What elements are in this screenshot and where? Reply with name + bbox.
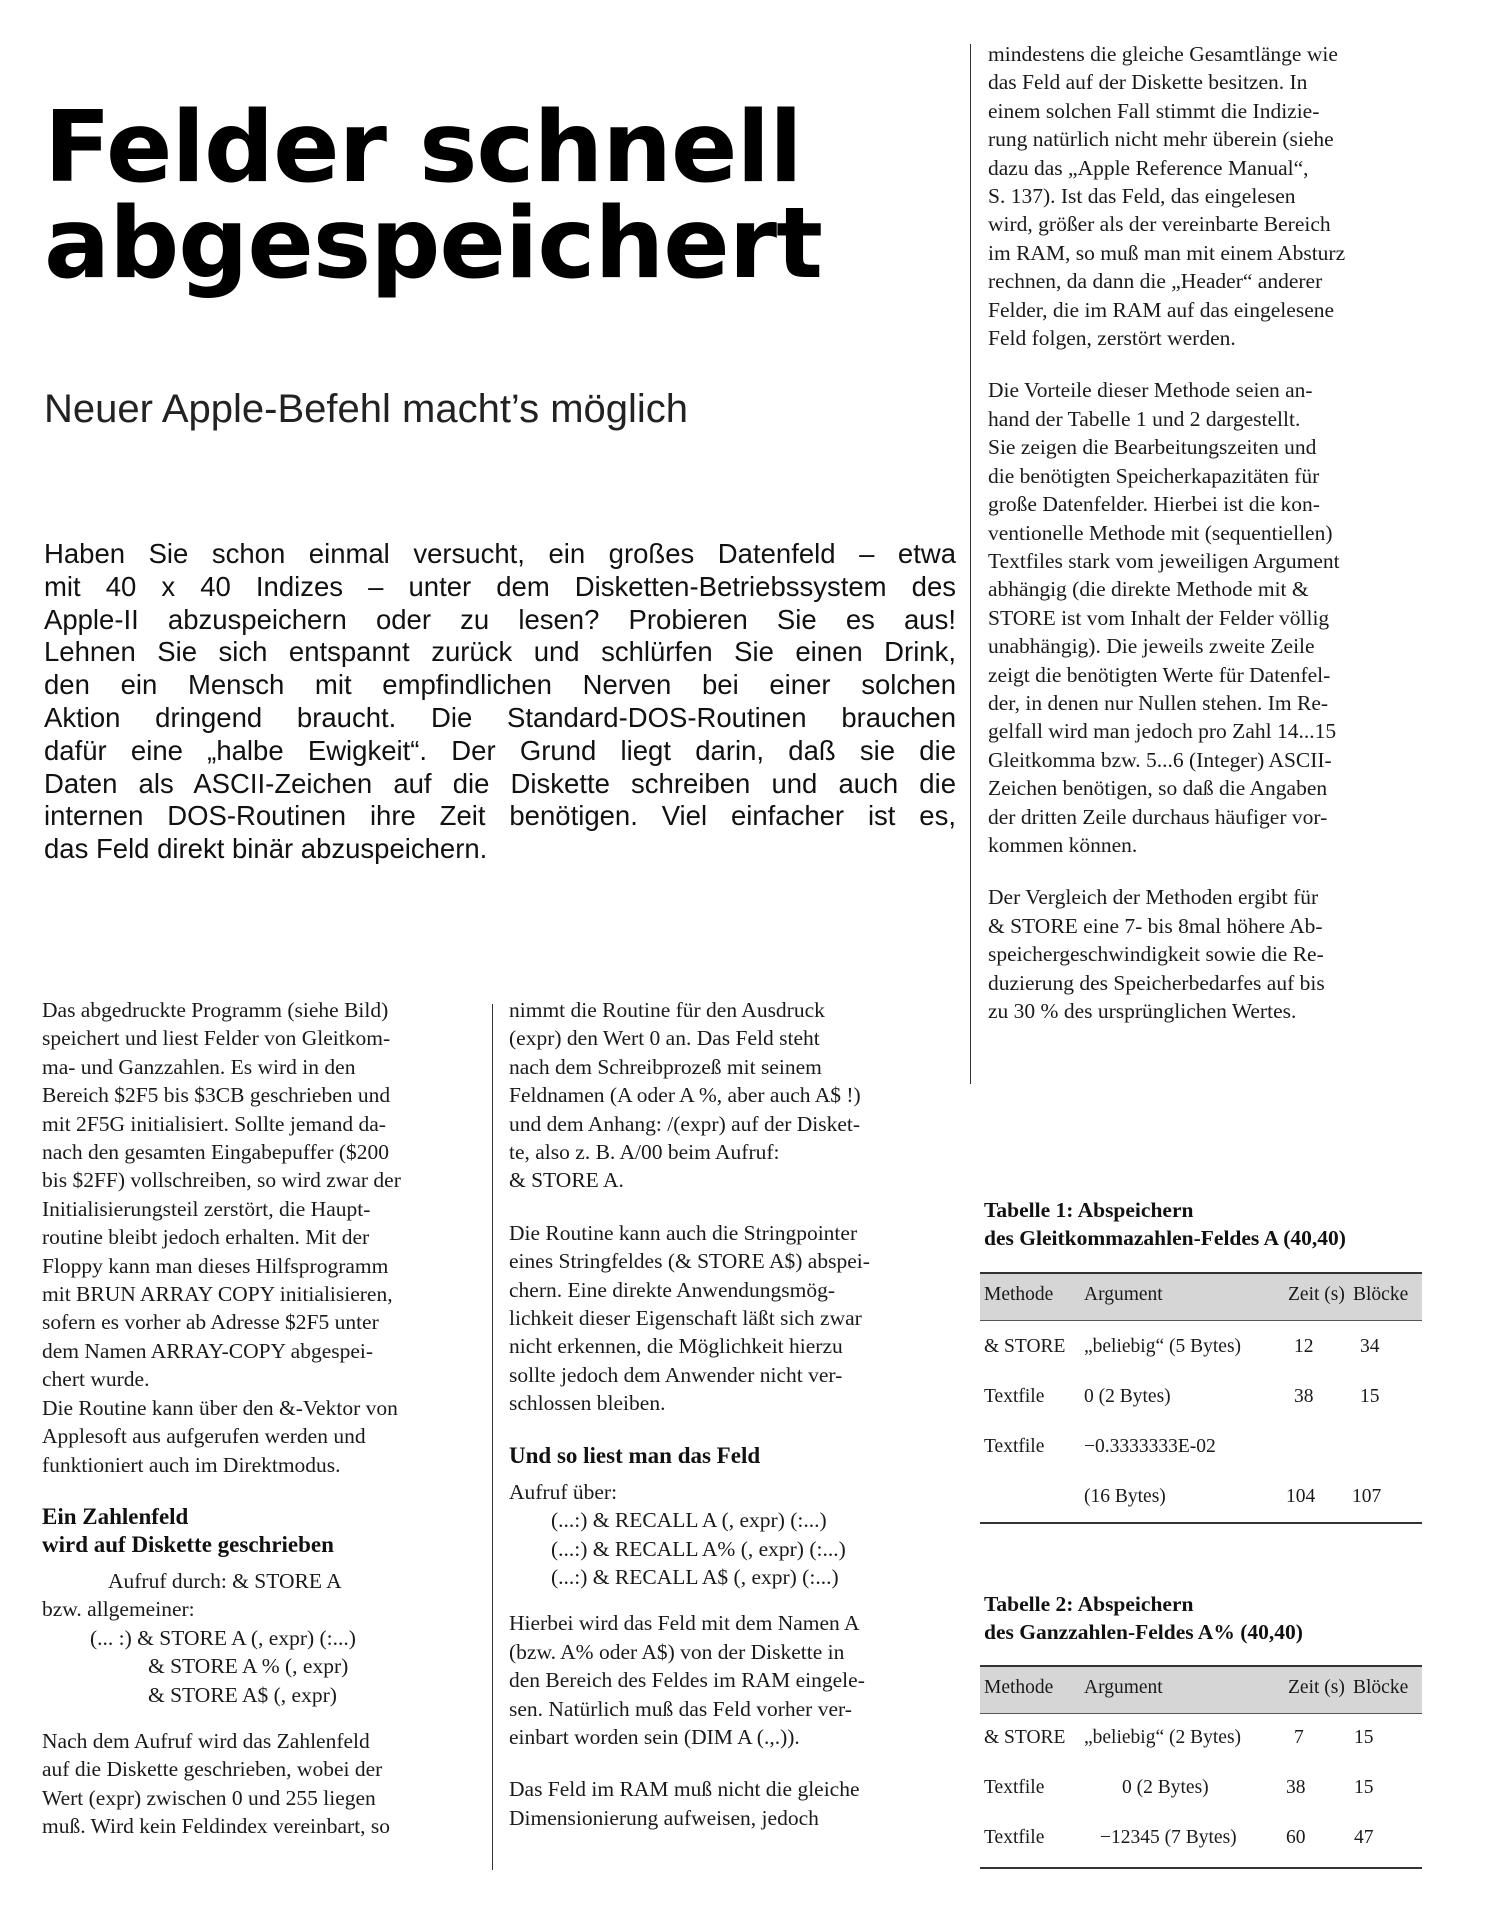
col-header-method: Methode: [984, 1677, 1054, 1698]
text-line: chern. Eine direkte Anwendungsmög-: [509, 1277, 835, 1302]
table-cell: 60: [1286, 1827, 1306, 1848]
table-cell: 38: [1286, 1777, 1306, 1798]
text-line: STORE ist vom Inhalt der Felder völlig: [988, 605, 1330, 630]
table-cell: 7: [1294, 1727, 1304, 1748]
col3-paragraph-1: [988, 40, 1468, 352]
text-line: (bzw. A% oder A$) von der Diskette in: [509, 1639, 845, 1664]
text-line: mit 2F5G initialisiert. Sollte jemand da-: [42, 1111, 386, 1136]
text-line: sofern es vorher ab Adresse $2F5 unter: [42, 1310, 379, 1335]
table-cell: Textfile: [984, 1777, 1045, 1798]
text-line: Feld folgen, zerstört werden.: [988, 326, 1236, 351]
text-line: große Datenfelder. Hierbei ist die kon-: [988, 492, 1320, 517]
article-subtitle: Neuer Apple-Befehl macht’s möglich: [44, 387, 689, 431]
article-title: [44, 91, 844, 301]
text-line: bis $2FF) vollschreiben, so wird zwar der: [42, 1168, 401, 1193]
text-line: muß. Wird kein Feldindex vereinbart, so: [42, 1814, 391, 1839]
section-heading-store: Ein Zahlenfeld wird auf Diskette geschrieben: [42, 1503, 334, 1557]
col-header-blocks: Blöcke: [1353, 1677, 1409, 1698]
recall-call-block: [509, 1478, 959, 1592]
col2-paragraph-3: [509, 1609, 959, 1751]
text-line: schlossen bleiben.: [509, 1391, 666, 1416]
text-line: Die Routine kann auch die Stringpointer: [509, 1220, 858, 1245]
text-line: wird, größer als der vereinbarte Bereich: [988, 212, 1331, 237]
text-line: rung natürlich nicht mehr überein (siehe: [988, 127, 1334, 152]
text-line: nach den gesamten Eingabepuffer ($200: [42, 1140, 390, 1165]
text-line: mindestens die gleiche Gesamtlänge wie: [988, 42, 1338, 66]
code-line: (...:) & RECALL A$ (, expr) (:...): [551, 1564, 839, 1589]
call-label: Aufruf durch: & STORE A: [108, 1568, 342, 1593]
table-cell: −12345 (7 Bytes): [1100, 1827, 1237, 1848]
text-line: sen. Natürlich muß das Feld vorher ver-: [509, 1696, 852, 1721]
intro-line: Lehnen Sie sich entspannt zurück und schlürfen Sie einen Drink,: [44, 636, 956, 668]
text-line: mit BRUN ARRAY COPY initialisieren,: [42, 1282, 393, 1307]
table-cell: 38: [1294, 1386, 1314, 1407]
code-line: (...:) & RECALL A (, expr) (:...): [551, 1508, 827, 1533]
text-line: nicht erkennen, die Möglichkeit hierzu: [509, 1334, 843, 1359]
text-line: routine bleibt jedoch erhalten. Mit der: [42, 1225, 370, 1250]
text-line: die benötigten Speicherkapazitäten für: [988, 463, 1320, 488]
text-line: duzierung des Speicherbedarfes auf bis: [988, 970, 1325, 995]
intro-paragraph: [44, 538, 956, 866]
table-cell: (16 Bytes): [1084, 1486, 1166, 1507]
table-bottom-rule: [980, 1522, 1422, 1524]
table-1: [980, 1272, 1422, 1524]
text-line: sollte jedoch dem Anwender nicht ver-: [509, 1362, 843, 1387]
text-line: Das Feld im RAM muß nicht die gleiche: [509, 1777, 860, 1802]
text-line: & STORE eine 7- bis 8mal höhere Ab-: [988, 913, 1323, 938]
intro-line: Aktion dringend braucht. Die Standard-DOS-Routinen brauchen: [44, 701, 956, 733]
intro-line: Daten als ASCII-Zeichen auf die Diskette schreiben und auch die: [44, 767, 956, 799]
table-bottom-rule: [980, 1867, 1422, 1869]
text-line: S. 137). Ist das Feld, das eingelesen: [988, 184, 1296, 209]
table-cell: „beliebig“ (5 Bytes): [1084, 1336, 1242, 1357]
intro-line: mit 40 x 40 Indizes – unter dem Disketten-Betriebssystem des: [44, 570, 956, 602]
text-line: Sie zeigen die Bearbeitungszeiten und: [988, 435, 1317, 460]
col-header-argument: Argument: [1084, 1284, 1163, 1305]
intro-line: Haben Sie schon einmal versucht, ein großes Datenfeld – etwa: [44, 538, 956, 569]
text-line: ventionelle Methode mit (sequentiellen): [988, 520, 1333, 545]
code-line: (...:) & RECALL A% (, expr) (:...): [551, 1536, 846, 1561]
table-cell: −0.3333333E-02: [1084, 1436, 1216, 1457]
text-line: (expr) den Wert 0 an. Das Feld steht: [509, 1026, 820, 1051]
text-line: speichergeschwindigkeit sowie die Re-: [988, 942, 1324, 967]
table-1-caption: Tabelle 1: Abspeichern des Gleitkommazahlen-Feldes A (40,40): [984, 1198, 1346, 1250]
intro-line: Apple-II abzuspeichern oder zu lesen? Probieren Sie es aus!: [44, 603, 956, 635]
store-call-block: [42, 1567, 482, 1709]
text-line: dazu das „Apple Reference Manual“,: [988, 155, 1309, 180]
text-line: Applesoft aus aufgerufen werden und: [42, 1424, 366, 1449]
table-cell: 34: [1360, 1336, 1380, 1357]
intro-line: den ein Mensch mit empfindlichen Nerven bei einer solchen: [44, 669, 956, 701]
text-line: & STORE A.: [509, 1168, 624, 1193]
text-line: einem solchen Fall stimmt die Indizie-: [988, 98, 1320, 123]
section-heading-recall: Und so liest man das Feld: [509, 1442, 761, 1468]
text-line: ma- und Ganzzahlen. Es wird in den: [42, 1054, 356, 1079]
table-cell: „beliebig“ (2 Bytes): [1084, 1727, 1242, 1748]
table-cell: 15: [1354, 1777, 1374, 1798]
text-line: den Bereich des Feldes im RAM eingele-: [509, 1668, 865, 1693]
col2-paragraph-1: [509, 996, 959, 1195]
text-line: der dritten Zeile durchaus häufiger vor-: [988, 804, 1328, 829]
text-line: dem Namen ARRAY-COPY abgespei-: [42, 1338, 374, 1363]
column-divider: [970, 44, 971, 1084]
table-cell: & STORE: [984, 1727, 1066, 1748]
table-cell: 107: [1352, 1486, 1382, 1507]
title-line-2: abgespeichert: [44, 187, 822, 301]
intro-line: internen DOS-Routinen ihre Zeit benötigen. Viel einfacher ist es,: [44, 800, 956, 832]
text-line: Nach dem Aufruf wird das Zahlenfeld: [42, 1728, 370, 1753]
intro-line: dafür eine „halbe Ewigkeit“. Der Grund liegt darin, daß sie die: [44, 734, 956, 766]
code-line: (... :) & STORE A (, expr) (:...): [90, 1625, 356, 1650]
text-line: speichert und liest Felder von Gleitkom-: [42, 1026, 391, 1051]
text-line: nimmt die Routine für den Ausdruck: [509, 998, 825, 1022]
table-cell: Textfile: [984, 1386, 1045, 1407]
text-line: chert wurde.: [42, 1367, 150, 1392]
column-1: [42, 996, 482, 1865]
text-line: Felder, die im RAM auf das eingelesene: [988, 297, 1335, 322]
text-line: Die Vorteile dieser Methode seien an-: [988, 378, 1313, 403]
text-line: Der Vergleich der Methoden ergibt für: [988, 885, 1319, 910]
text-line: Textfiles stark vom jeweiligen Argument: [988, 548, 1340, 573]
column-3: [988, 40, 1468, 1049]
text-line: Dimensionierung aufweisen, jedoch: [509, 1805, 819, 1830]
col-header-time: Zeit (s): [1288, 1677, 1345, 1698]
intro-line: das Feld direkt binär abzuspeichern.: [44, 833, 488, 865]
table-cell: 47: [1354, 1827, 1374, 1848]
text-line: hand der Tabelle 1 und 2 dargestellt.: [988, 406, 1301, 431]
text-line: zu 30 % des ursprünglichen Wertes.: [988, 999, 1297, 1023]
text-line: Die Routine kann über den &-Vektor von: [42, 1395, 398, 1420]
table-cell: 15: [1360, 1386, 1380, 1407]
text-line: das Feld auf der Diskette besitzen. In: [988, 70, 1308, 95]
text-line: kommen können.: [988, 832, 1138, 857]
text-line: auf die Diskette geschrieben, wobei der: [42, 1757, 383, 1782]
text-line: Hierbei wird das Feld mit dem Namen A: [509, 1611, 860, 1636]
col2-paragraph-2: [509, 1219, 959, 1418]
title-line-1: Felder schnell: [44, 91, 802, 205]
call-label: Aufruf über:: [509, 1479, 618, 1504]
col3-paragraph-3: [988, 883, 1468, 1025]
col-header-method: Methode: [984, 1284, 1054, 1305]
table-cell: 15: [1354, 1727, 1374, 1748]
general-label: bzw. allgemeiner:: [42, 1597, 195, 1622]
text-line: lichkeit dieser Eigenschaft läßt sich zwar: [509, 1306, 862, 1331]
col-header-argument: Argument: [1084, 1677, 1163, 1698]
text-line: Floppy kann man dieses Hilfsprogramm: [42, 1253, 389, 1278]
column-divider: [492, 1004, 493, 1870]
text-line: zeigt die benötigten Werte für Datenfel-: [988, 662, 1331, 687]
text-line: te, also z. B. A/00 beim Aufruf:: [509, 1140, 780, 1165]
text-line: Wert (expr) zwischen 0 und 255 liegen: [42, 1785, 376, 1810]
text-line: rechnen, da dann die „Header“ anderer: [988, 269, 1323, 294]
text-line: einbart worden sein (DIM A (.,.)).: [509, 1724, 800, 1749]
table-2: [980, 1665, 1422, 1869]
table-cell: Textfile: [984, 1436, 1045, 1457]
col1-paragraph-1: [42, 996, 482, 1479]
table-cell: 12: [1294, 1336, 1314, 1357]
text-line: der, in denen nur Nullen stehen. Im Re-: [988, 690, 1329, 715]
code-line: & STORE A % (, expr): [148, 1654, 349, 1679]
table-cell: 0 (2 Bytes): [1122, 1777, 1209, 1798]
text-line: Das abgedruckte Programm (siehe Bild): [42, 998, 389, 1022]
column-2: [509, 996, 959, 1856]
text-line: Gleitkomma bzw. 5...6 (Integer) ASCII-: [988, 747, 1332, 772]
text-line: funktioniert auch im Direktmodus.: [42, 1452, 341, 1477]
table-cell: & STORE: [984, 1336, 1066, 1357]
table-cell: 0 (2 Bytes): [1084, 1386, 1171, 1407]
text-line: Initialisierungsteil zerstört, die Haupt-: [42, 1196, 371, 1221]
text-line: eines Stringfeldes (& STORE A$) abspei-: [509, 1249, 870, 1274]
col-header-blocks: Blöcke: [1353, 1284, 1409, 1305]
text-line: und dem Anhang: /(expr) auf der Disket-: [509, 1111, 861, 1136]
col3-paragraph-2: [988, 376, 1468, 859]
col1-paragraph-2: [42, 1727, 482, 1841]
code-line: & STORE A$ (, expr): [148, 1682, 337, 1707]
text-line: gelfall wird man jedoch pro Zahl 14...15: [988, 719, 1337, 744]
table-cell: Textfile: [984, 1827, 1045, 1848]
col2-paragraph-4: [509, 1775, 959, 1832]
text-line: nach dem Schreibprozeß mit seinem: [509, 1054, 822, 1079]
text-line: unabhängig). Die jeweils zweite Zeile: [988, 634, 1315, 659]
text-line: Feldnamen (A oder A %, aber auch A$ !): [509, 1083, 861, 1108]
table-cell: 104: [1286, 1486, 1316, 1507]
table-2-caption: Tabelle 2: Abspeichern des Ganzzahlen-Feldes A% (40,40): [984, 1592, 1303, 1644]
text-line: Bereich $2F5 bis $3CB geschrieben und: [42, 1083, 391, 1108]
col-header-time: Zeit (s): [1288, 1284, 1345, 1305]
text-line: abhängig (die direkte Methode mit &: [988, 577, 1309, 602]
text-line: Zeichen benötigen, so daß die Angaben: [988, 776, 1328, 801]
text-line: im RAM, so muß man mit einem Absturz: [988, 240, 1346, 265]
